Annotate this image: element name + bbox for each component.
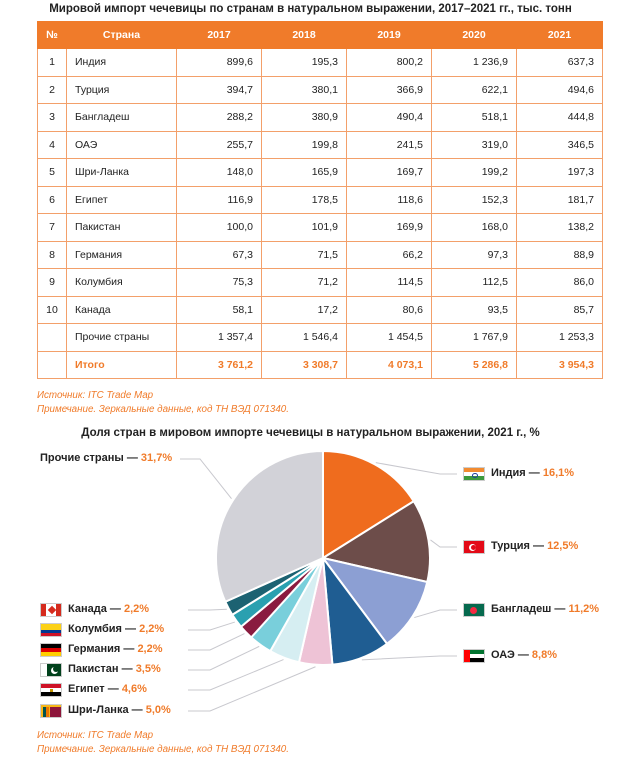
value-cell: 380,9: [262, 104, 347, 132]
country-cell: Колумбия: [67, 269, 177, 297]
country-cell: Египет: [67, 186, 177, 214]
source-note-chart: [37, 729, 289, 757]
value-cell: 165,9: [262, 159, 347, 187]
value-cell: 71,2: [262, 269, 347, 297]
value-cell: 899,6: [177, 49, 262, 77]
header-cell: №: [38, 22, 67, 49]
country-cell: ОАЭ: [67, 131, 177, 159]
value-cell: 444,8: [517, 104, 603, 132]
value-cell: 181,7: [517, 186, 603, 214]
slice-name: Прочие страны: [40, 452, 124, 464]
slice-value: 2,2%: [137, 643, 163, 655]
value-cell: 97,3: [432, 241, 517, 269]
country-cell: Прочие страны: [67, 324, 177, 352]
slice-name: ОАЭ: [491, 649, 515, 661]
value-cell: 80,6: [347, 296, 432, 324]
value-cell: 1 236,9: [432, 49, 517, 77]
country-cell: Итого: [67, 351, 177, 379]
value-cell: 1 454,5: [347, 324, 432, 352]
slice-label: [491, 603, 599, 615]
slice-label: [491, 540, 578, 552]
value-cell: 168,0: [432, 214, 517, 242]
flag-pakistan-icon: [40, 663, 62, 677]
value-cell: 114,5: [347, 269, 432, 297]
country-cell: Турция: [67, 76, 177, 104]
header-cell: 2018: [262, 22, 347, 49]
slice-label: [491, 649, 557, 661]
value-cell: 3 761,2: [177, 351, 262, 379]
slice-value: 5,0%: [145, 704, 171, 716]
value-cell: 346,5: [517, 131, 603, 159]
slice-label: [491, 467, 574, 479]
value-cell: 199,2: [432, 159, 517, 187]
value-cell: 5 286,8: [432, 351, 517, 379]
separator: —: [123, 452, 141, 464]
flag-bangladesh-icon: [463, 603, 485, 617]
slice-label: [40, 452, 172, 464]
value-cell: 380,1: [262, 76, 347, 104]
slice-value: 11,2%: [568, 603, 600, 615]
flag-india-icon: [463, 467, 485, 481]
slice-name: Бангладеш: [491, 603, 552, 615]
value-cell: 394,7: [177, 76, 262, 104]
separator: —: [525, 467, 543, 479]
rank-cell: 2: [38, 76, 67, 104]
value-cell: 4 073,1: [347, 351, 432, 379]
separator: —: [529, 540, 548, 552]
value-cell: 101,9: [262, 214, 347, 242]
slice-label: [68, 623, 164, 635]
slice-name: Канада: [68, 603, 107, 615]
slice-value: 31,7%: [140, 452, 173, 464]
slice-value: 3,5%: [135, 663, 161, 675]
slice-value: 2,2%: [139, 623, 165, 635]
rank-cell: 5: [38, 159, 67, 187]
separator: —: [104, 683, 122, 695]
rank-cell: 6: [38, 186, 67, 214]
source-text: Источник: ITC Trade Map: [37, 390, 154, 401]
value-cell: 66,2: [347, 241, 432, 269]
flag-uae-icon: [463, 649, 485, 663]
value-cell: 197,3: [517, 159, 603, 187]
value-cell: 800,2: [347, 49, 432, 77]
separator: —: [106, 603, 124, 615]
value-cell: 112,5: [432, 269, 517, 297]
value-cell: 169,7: [347, 159, 432, 187]
slice-name: Колумбия: [68, 623, 122, 635]
separator: —: [128, 704, 146, 716]
leader-line: [188, 609, 227, 610]
value-cell: 1 546,4: [262, 324, 347, 352]
leader-line: [188, 622, 235, 630]
value-cell: 3 308,7: [262, 351, 347, 379]
flag-colombia-icon: [40, 623, 62, 637]
value-cell: 1 767,9: [432, 324, 517, 352]
slice-value: 12,5%: [547, 540, 579, 552]
separator: —: [514, 649, 532, 661]
value-cell: 58,1: [177, 296, 262, 324]
value-cell: 195,3: [262, 49, 347, 77]
value-cell: 118,6: [347, 186, 432, 214]
value-cell: 71,5: [262, 241, 347, 269]
slice-name: Индия: [491, 467, 526, 479]
value-cell: 116,9: [177, 186, 262, 214]
leader-line: [362, 656, 457, 660]
value-cell: 288,2: [177, 104, 262, 132]
value-cell: 152,3: [432, 186, 517, 214]
flag-turkey-icon: [463, 540, 485, 554]
rank-cell: 3: [38, 104, 67, 132]
rank-cell: 9: [38, 269, 67, 297]
leader-line: [430, 540, 457, 547]
flag-canada-icon: [40, 603, 62, 617]
slice-value: 4,6%: [121, 683, 147, 695]
value-cell: 199,8: [262, 131, 347, 159]
slice-value: 16,1%: [542, 467, 575, 479]
value-cell: 255,7: [177, 131, 262, 159]
slice-name: Турция: [491, 540, 530, 552]
value-cell: 17,2: [262, 296, 347, 324]
value-cell: 637,3: [517, 49, 603, 77]
value-cell: 490,4: [347, 104, 432, 132]
header-cell: 2021: [517, 22, 603, 49]
slice-name: Шри-Ланка: [68, 704, 129, 716]
value-cell: 178,5: [262, 186, 347, 214]
value-cell: 75,3: [177, 269, 262, 297]
slice-value: 8,8%: [531, 649, 557, 661]
value-cell: 494,6: [517, 76, 603, 104]
slice-value: 2,2%: [123, 603, 150, 615]
country-cell: Бангладеш: [67, 104, 177, 132]
value-cell: 86,0: [517, 269, 603, 297]
value-cell: 3 954,3: [517, 351, 603, 379]
value-cell: 518,1: [432, 104, 517, 132]
header-cell: 2019: [347, 22, 432, 49]
leader-line: [180, 459, 232, 499]
flag-germany-icon: [40, 643, 62, 657]
value-cell: 366,9: [347, 76, 432, 104]
note-text: Примечание. Зеркальные данные, код ТН ВЭД 071340.: [37, 404, 289, 415]
flag-egypt-icon: [40, 683, 62, 697]
rank-cell: 7: [38, 214, 67, 242]
country-cell: Пакистан: [67, 214, 177, 242]
chart-title: Доля стран в мировом импорте чечевицы в натуральном выражении, 2021 г., %: [81, 427, 540, 439]
country-cell: Индия: [67, 49, 177, 77]
leader-line: [188, 667, 315, 711]
separator: —: [121, 623, 140, 635]
note-text: Примечание. Зеркальные данные, код ТН ВЭД 071340.: [37, 744, 289, 755]
country-cell: Германия: [67, 241, 177, 269]
value-cell: 85,7: [517, 296, 603, 324]
country-cell: Канада: [67, 296, 177, 324]
value-cell: 67,3: [177, 241, 262, 269]
rank-cell: 10: [38, 296, 67, 324]
slice-label: [68, 603, 149, 615]
value-cell: 169,9: [347, 214, 432, 242]
rank-cell: 4: [38, 131, 67, 159]
slice-name: Египет: [68, 683, 105, 695]
slice-label: [68, 643, 163, 655]
value-cell: 1 253,3: [517, 324, 603, 352]
slice-name: Пакистан: [68, 663, 119, 675]
slice-label: [68, 704, 171, 716]
header-cell: 2020: [432, 22, 517, 49]
separator: —: [551, 603, 569, 615]
separator: —: [120, 643, 138, 655]
value-cell: 241,5: [347, 131, 432, 159]
value-cell: 88,9: [517, 241, 603, 269]
rank-cell: 1: [38, 49, 67, 77]
rank-cell: 8: [38, 241, 67, 269]
leader-line: [188, 660, 284, 690]
value-cell: 319,0: [432, 131, 517, 159]
flag-srilanka-icon: [40, 704, 62, 718]
table-title: Мировой импорт чечевицы по странам в натуральном выражении, 2017–2021 гг., тыс. тонн: [49, 3, 572, 15]
leader-line: [188, 634, 244, 650]
value-cell: 93,5: [432, 296, 517, 324]
header-cell: Страна: [67, 22, 177, 49]
value-cell: 100,0: [177, 214, 262, 242]
country-cell: Шри-Ланка: [67, 159, 177, 187]
value-cell: 148,0: [177, 159, 262, 187]
header-cell: 2017: [177, 22, 262, 49]
value-cell: 622,1: [432, 76, 517, 104]
value-cell: 138,2: [517, 214, 603, 242]
separator: —: [118, 663, 136, 675]
source-text: Источник: ITC Trade Map: [37, 730, 154, 741]
slice-label: [68, 683, 147, 695]
slice-name: Германия: [68, 643, 121, 655]
slice-label: [68, 663, 161, 675]
value-cell: 1 357,4: [177, 324, 262, 352]
leader-line: [414, 610, 457, 618]
